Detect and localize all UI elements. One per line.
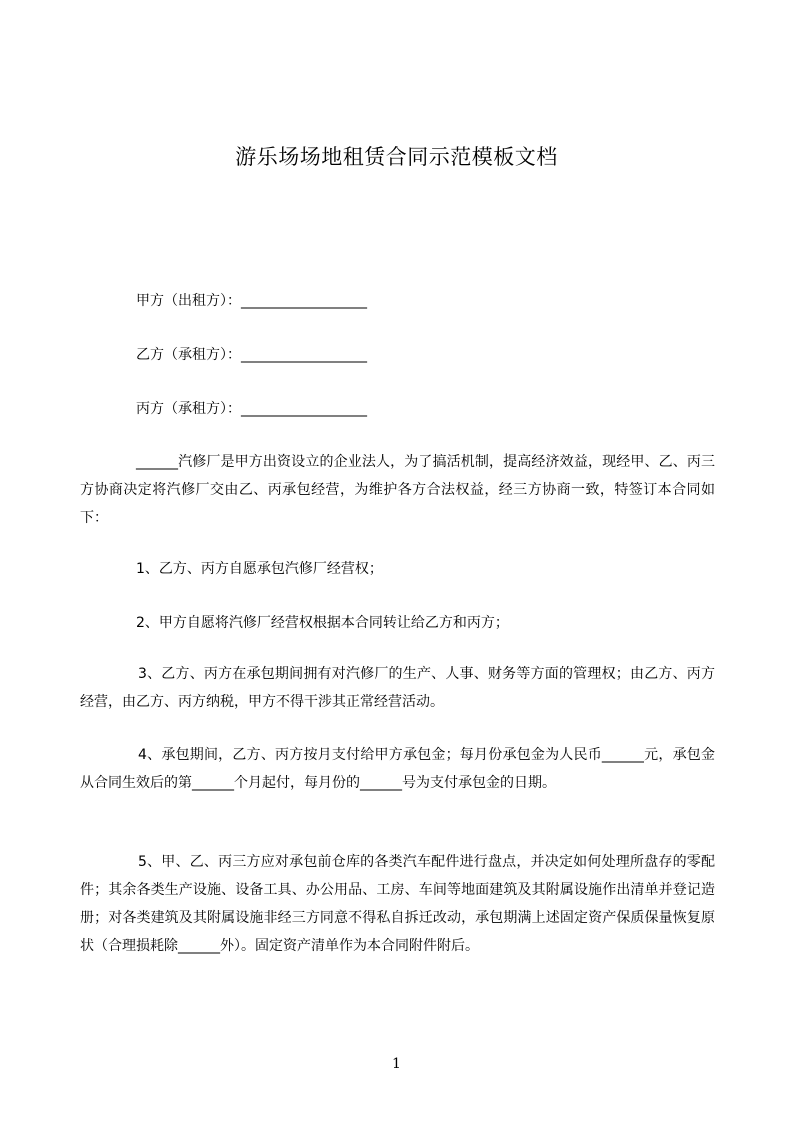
clause-4: 4、承包期间，乙方、丙方按月支付给甲方承包金；每月份承包金为人民币______元，承包金从合同生效后的第______个月起付，每月份的______号为支付承包金的日期。 <box>80 747 715 791</box>
page-number: 1 <box>392 1056 401 1072</box>
party-c-line: 丙方（承租方）：__________________ <box>136 401 367 417</box>
clause-5: 5、甲、乙、丙三方应对承包前仓库的各类汽车配件进行盘点，并决定如何处理所盘存的零配件；其余各类生产设施、设备工具、办公用品、工房、车间等地面建筑及其附属设施作出清单并登记造册；对各类建筑及其附属设施非经三方同意不得私自拆迁改动，承包期满上述固定资产保质保量恢复原状（合理损耗除______外）。固定资产清单作为本合同附件附后。 <box>80 854 715 954</box>
intro-paragraph: ______汽修厂是甲方出资设立的企业法人，为了搞活机制，提高经济效益，现经甲、乙、丙三方协商决定将汽修厂交由乙、丙承包经营，为维护各方合法权益，经三方协商一致，特签订本合同如下： <box>80 454 715 526</box>
document-title: 游乐场场地租赁合同示范模板文档 <box>235 145 558 169</box>
clause-3: 3、乙方、丙方在承包期间拥有对汽修厂的生产、人事、财务等方面的管理权；由乙方、丙方经营，由乙方、丙方纳税，甲方不得干涉其正常经营活动。 <box>80 666 715 710</box>
clause-2: 2、甲方自愿将汽修厂经营权根据本合同转让给乙方和丙方； <box>136 615 509 631</box>
party-b-line: 乙方（承租方）：__________________ <box>136 347 367 363</box>
party-a-line: 甲方（出租方）：__________________ <box>136 293 367 309</box>
clause-1: 1、乙方、丙方自愿承包汽修厂经营权； <box>136 561 383 577</box>
